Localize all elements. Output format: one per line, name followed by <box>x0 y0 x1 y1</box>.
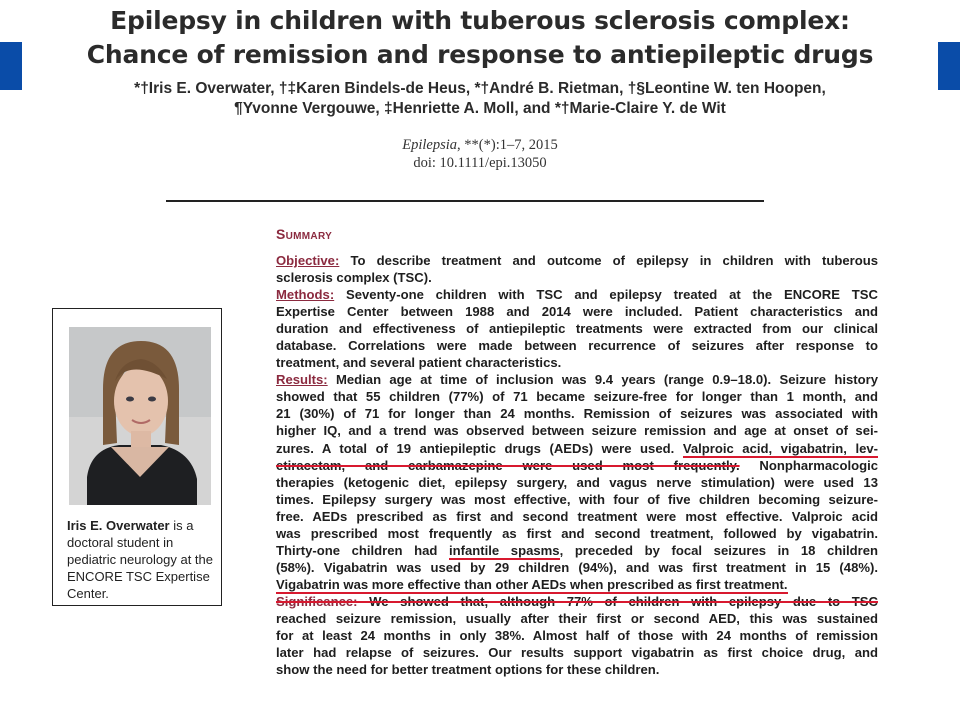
abstract-line: later had relapse of seizures. Our results support vigabatrin as first choice drug, and <box>276 645 878 661</box>
abstract-line: show the need for better treatment options for these children. <box>276 662 660 678</box>
author-caption <box>67 517 219 602</box>
author-photo <box>69 327 211 505</box>
highlighted-drugs-text: etiracetam, and carbamazepine were used most frequently. <box>276 457 740 473</box>
abstract-line: therapies (ketogenic diet, epilepsy surgery, and vagus nerve stimulation) were used 13 <box>276 474 878 490</box>
abstract-line: higher IQ, and a trend was observed between seizure remission and age at onset of sei- <box>276 423 878 439</box>
paper-title-line-1: Epilepsy in children with tuberous sclerosis complex: <box>110 6 850 35</box>
citation-details: , **(*):1–7, 2015 <box>457 137 558 153</box>
abstract-line: Objective: To describe treatment and outcome of epilepsy in children with tuberous <box>276 253 878 268</box>
authors-line-2: ¶Yvonne Vergouwe, ‡Henriette A. Moll, and *†Marie-Claire Y. de Wit <box>234 100 726 117</box>
left-accent-bar <box>0 42 22 90</box>
right-accent-bar <box>938 42 960 90</box>
results-label: Results: <box>276 372 328 388</box>
author-portrait <box>69 327 211 505</box>
abstract-line <box>276 576 878 593</box>
abstract-body <box>276 252 878 678</box>
abstract-line: duration and effectiveness of antiepileptic treatments were extracted from our clinical <box>276 321 878 337</box>
abstract-line: treatment, and several patient characteristics. <box>276 355 562 371</box>
author-profile-box <box>52 308 222 606</box>
highlighted-infantile-spasms: infantile spasms <box>449 542 560 558</box>
author-description: is a doctoral student in pediatric neurology at the ENCORE TSC Expertise Center. <box>67 518 213 601</box>
abstract-line: Significance: We showed that, although 77% of children with epilepsy due to TSC <box>276 593 878 609</box>
abstract-line: (58%). Vigabatrin was used by 29 children (94%), and was first treatment in 15 (48%). <box>276 559 878 575</box>
citation-line <box>220 137 740 154</box>
paper-title-line-2: Chance of remission and response to antiepileptic drugs <box>86 40 874 69</box>
abstract-line: times. Epilepsy surgery was most effective, with four of five children becoming seizure- <box>276 491 878 507</box>
abstract-line: Methods: Seventy-one children with TSC and epilepsy treated at the ENCORE TSC <box>276 287 878 303</box>
abstract-line: was prescribed most frequently as first and second treatment, followed by vigabatrin. <box>276 525 878 541</box>
highlighted-vigabatrin-sentence: Vigabatrin was more effective than other AEDs when prescribed as first treatment. <box>276 576 788 592</box>
author-name: Iris E. Overwater <box>67 518 170 533</box>
abstract-line: reached seizure remission, usually after their first or second AED, this was sustained <box>276 610 878 626</box>
divider-rule <box>166 200 764 202</box>
abstract-line: showed that 55 children (77%) of 71 became seizure-free for longer than 1 month, and <box>276 389 878 405</box>
journal-name: Epilepsia <box>402 137 458 153</box>
methods-label: Methods: <box>276 287 335 303</box>
doi-line: doi: 10.1111/epi.13050 <box>413 155 547 171</box>
abstract-line: Thirty-one children had infantile spasms, preceded by focal seizures in 18 children <box>276 542 878 558</box>
highlighted-drugs-text: Valproic acid, vigabatrin, lev- <box>682 440 879 456</box>
abstract-line: free. AEDs prescribed as first and second treatment were most effective. Valproic acid <box>276 508 878 524</box>
abstract-line: 21 (30%) of 71 for longer than 24 months. Remission of seizures was associated with <box>276 406 878 422</box>
abstract-line: Expertise Center between 1988 and 2014 were included. Patient characteristics and <box>276 304 878 320</box>
abstract-line: Results: Median age at time of inclusion was 9.4 years (range 0.9–18.0). Seizure history <box>276 372 878 388</box>
authors-line-1: *†Iris E. Overwater, †‡Karen Bindels-de Heus, *†André B. Rietman, †§Leontine W. ten Hoopen, <box>134 80 826 97</box>
objective-label: Objective: <box>276 253 340 268</box>
abstract-line: etiracetam, and carbamazepine were used most frequently. Nonpharmacologic <box>276 457 878 473</box>
abstract-line: database. Correlations were made between recurrence of seizures after response to <box>276 338 878 354</box>
abstract-line: sclerosis complex (TSC). <box>276 270 432 286</box>
significance-label: Significance: <box>276 593 358 609</box>
abstract-line: for at least 24 months in only 38%. Almost half of those with 24 months of remission <box>276 628 878 644</box>
abstract-line: zures. A total of 19 antiepileptic drugs (AEDs) were used. Valproic acid, vigabatrin, lev- <box>276 440 879 456</box>
summary-heading: Summary <box>276 226 333 242</box>
